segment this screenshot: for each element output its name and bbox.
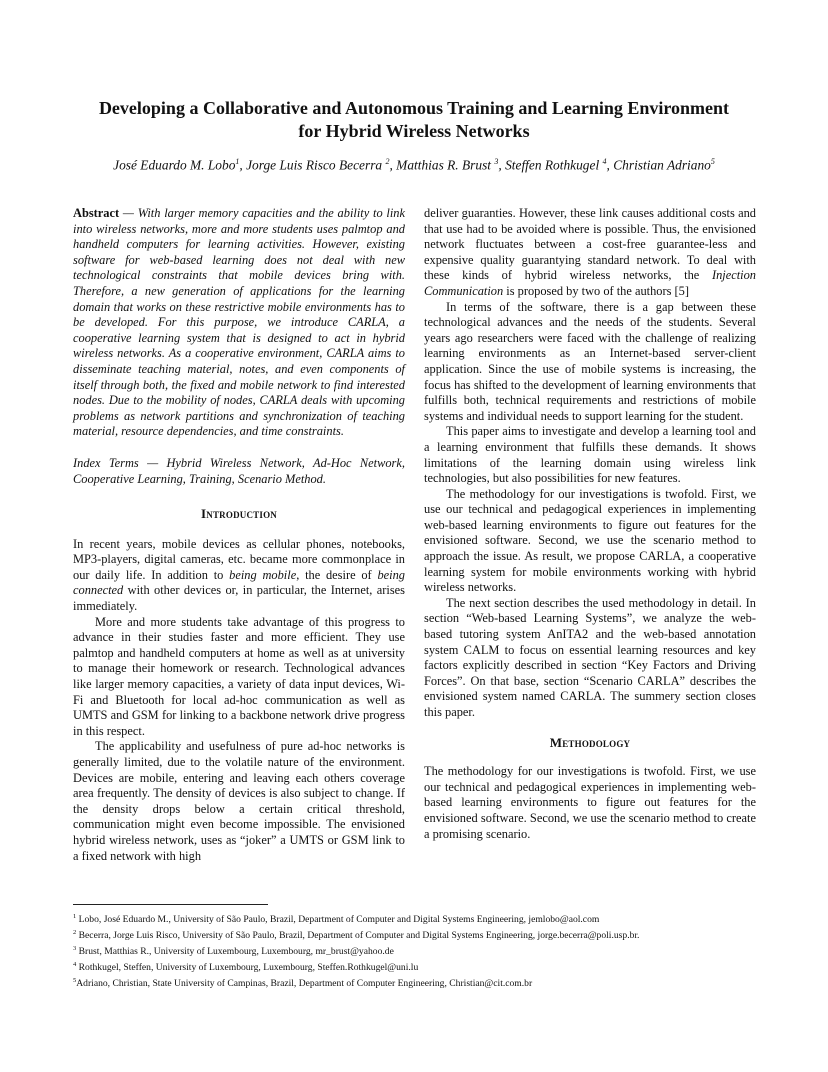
- author-mark: 5: [710, 157, 715, 166]
- section-heading-introduction: Introduction: [201, 506, 277, 522]
- author-name: Christian Adriano: [613, 157, 711, 173]
- emphasis: being connected: [73, 567, 405, 598]
- paragraph: The methodology for our investigations is twofold. First, we use our technical and pedagogical experiences in implementing web-based learning environments to figure out features for the envisioned software. Second, we use the scenario method to approach the issue. As result, we propose CARLA, a cooperative learning system for mobile environments working with hybrid wireless networks.: [424, 486, 756, 595]
- index-terms-dash: —: [138, 455, 167, 470]
- abstract-text: With larger memory capacities and the ability to link into wireless networks, more and more students uses palmtop and handheld computers for learning activities. However, existing software for web-based learning does not deal with new technological constraints that mobile devices bring with. Therefore, a new generation of applications for the learning domain that works on these restrictive mobile environments has to be developed. For this purpose, we introduce CARLA, a cooperative learning system that is designed to act in hybrid wireless networks. As a cooperative environment, CARLA aims to disseminate teaching material, notes, and even components of itself through both, the fixed and mobile network to find interested nodes. Due to the mobility of nodes, CARLA deals with upcoming problems as network partitions and synchronization of teaching material, resource dependencies, and time constraints.: [73, 206, 406, 439]
- title-line-1: Developing a Collaborative and Autonomous Training and Learning Environment: [98, 98, 730, 118]
- index-terms-text: Hybrid Wireless Network, Ad-Hoc Network, Cooperative Learning, Training, Scenario Method.: [73, 455, 405, 486]
- paragraph: More and more students take advantage of this progress to advance in their studies faster and more efficient. They use palmtop and handheld computers at home as well as at university to manage their homework or research. Technological advances like larger memory capacities, a variety of data input devices, Wi-Fi and Bluetooth for local ad-hoc communication as well as UMTS and GSM for linking to a backbone network drive progress in this respect.: [73, 614, 405, 738]
- footnote-mark: 2: [73, 929, 77, 937]
- paragraph: In terms of the software, there is a gap between these technological advances and the needs of the students. Several years ago researchers were faced with the challenge of realizing learning environments as an Internet-based server-client application. Since the use of mobile systems is increasing, the focus has shifted to the development of learning environments that fulfills both, technical requirements and restrictions of mobile systems and individual needs to support learning for the student.: [424, 299, 756, 423]
- paragraph: This paper aims to investigate and develop a learning tool and a learning environment that fulfills these demands. It shows limitations of the learning domain using wireless link technologies, but also possibilities for new features.: [424, 424, 756, 486]
- abstract-dash: —: [119, 206, 138, 220]
- footnote-mark: 1: [73, 913, 77, 920]
- footnote-mark: 4: [73, 961, 77, 969]
- author-mark: 3: [494, 157, 499, 166]
- author-name: Matthias R. Brust: [396, 157, 492, 173]
- footnote: [73, 975, 773, 991]
- author-name: Jorge Luis Risco Becerra: [246, 157, 383, 173]
- author-mark: 2: [385, 157, 390, 166]
- footnote: [73, 959, 773, 975]
- author-name: José Eduardo M. Lobo: [113, 157, 236, 173]
- right-column: [424, 206, 756, 842]
- paragraph-text: is proposed by two of the authors [5]: [503, 283, 690, 298]
- footnote-mark: 5: [73, 977, 77, 985]
- paragraph-text: with other devices or, in particular, the Internet, arises immediately.: [73, 583, 405, 614]
- paper-title: [60, 97, 768, 143]
- paragraph-text: deliver guaranties. However, these link causes additional costs and that use had to be avoided where is possible. Thus, the envisioned network fluctuates between a cost-free guarantee-less and expensive quality guarantying standard network. To deal with these kinds of hybrid wireless networks, the: [424, 206, 756, 283]
- footnote: [73, 911, 773, 927]
- paragraph: The next section describes the used methodology in detail. In section “Web-based Learning Systems”, we analyze the web-based tutoring system AnITA2 and the web-based annotation system CALM to focus on essential learning resources and key factors explicitly described in section “Key Factors and Driving Forces”. On that base, section “Scenario CARLA” describes the envisioned system named CARLA. The summery section closes this paper.: [424, 595, 756, 719]
- emphasis: Injection Communication: [424, 268, 756, 298]
- footnote-text: Lobo, José Eduardo M., University of São Paulo, Brazil, Department of Computer and Digital Systems Engineering, jemlobo@aol.com: [76, 914, 600, 926]
- left-column: [73, 206, 405, 864]
- abstract: [73, 206, 405, 440]
- footnote-mark: 3: [73, 945, 77, 953]
- footnote-text: Rothkugel, Steffen, University of Luxembourg, Luxembourg, Steffen.Rothkugel@uni.lu: [76, 962, 419, 974]
- index-terms-label: Index Terms: [73, 455, 139, 470]
- footnote-text: Becerra, Jorge Luis Risco, University of São Paulo, Brazil, Department of Computer and Digital Systems Engineering, jorge.becerra@poli.usp.br.: [76, 930, 640, 942]
- footnote: [73, 943, 773, 959]
- author-mark: 1: [235, 157, 240, 166]
- abstract-label: Abstract: [73, 206, 120, 220]
- index-terms: [73, 456, 405, 487]
- paragraph-text: , the desire of: [296, 567, 378, 582]
- author-mark: 4: [602, 157, 607, 166]
- paragraph: The methodology for our investigations is twofold. First, we use our technical and pedagogical experiences in implementing web-based learning environments to figure out features for the envisioned software. Second, we use the scenario method to create a promising scenario.: [424, 764, 756, 841]
- section-heading-methodology: Methodology: [549, 734, 631, 750]
- paragraph: [73, 537, 405, 615]
- paragraph-text: In recent years, mobile devices as cellular phones, notebooks, MP3-players, digital cameras, etc. became more commonplace in our daily life. In addition to: [73, 536, 405, 582]
- title-line-2: for Hybrid Wireless Networks: [298, 121, 530, 141]
- author-list: José Eduardo M. Lobo$^1$, Jorge Luis Risco Becerra $^2$, Matthias R. Brust $^3$, Steffen Rothkugel $^4$, Christian Adriano$^5$: [113, 157, 715, 173]
- footnote: [73, 927, 773, 943]
- author-name: Steffen Rothkugel: [505, 157, 600, 173]
- footnotes: [73, 911, 773, 991]
- footnote-text: Brust, Matthias R., University of Luxembourg, Luxembourg, mr_brust@yahoo.de: [76, 946, 394, 958]
- paragraph: [424, 206, 756, 300]
- paragraph: The applicability and usefulness of pure ad-hoc networks is generally limited, due to the volatile nature of the environment. Devices are mobile, entering and leaving each others coverage area frequently. The density of devices is also subject to change. If the density drops below a certain critical threshold, communication might even become impossible. The envisioned hybrid wireless network, uses as “joker” a UMTS or GSM link to a fixed network with high: [73, 739, 405, 863]
- footnote-text: Adriano, Christian, State University of Campinas, Brazil, Department of Computer Engineering, Christian@cit.com.br: [76, 978, 533, 990]
- footnote-rule: [73, 904, 268, 905]
- emphasis: being mobile: [229, 567, 297, 582]
